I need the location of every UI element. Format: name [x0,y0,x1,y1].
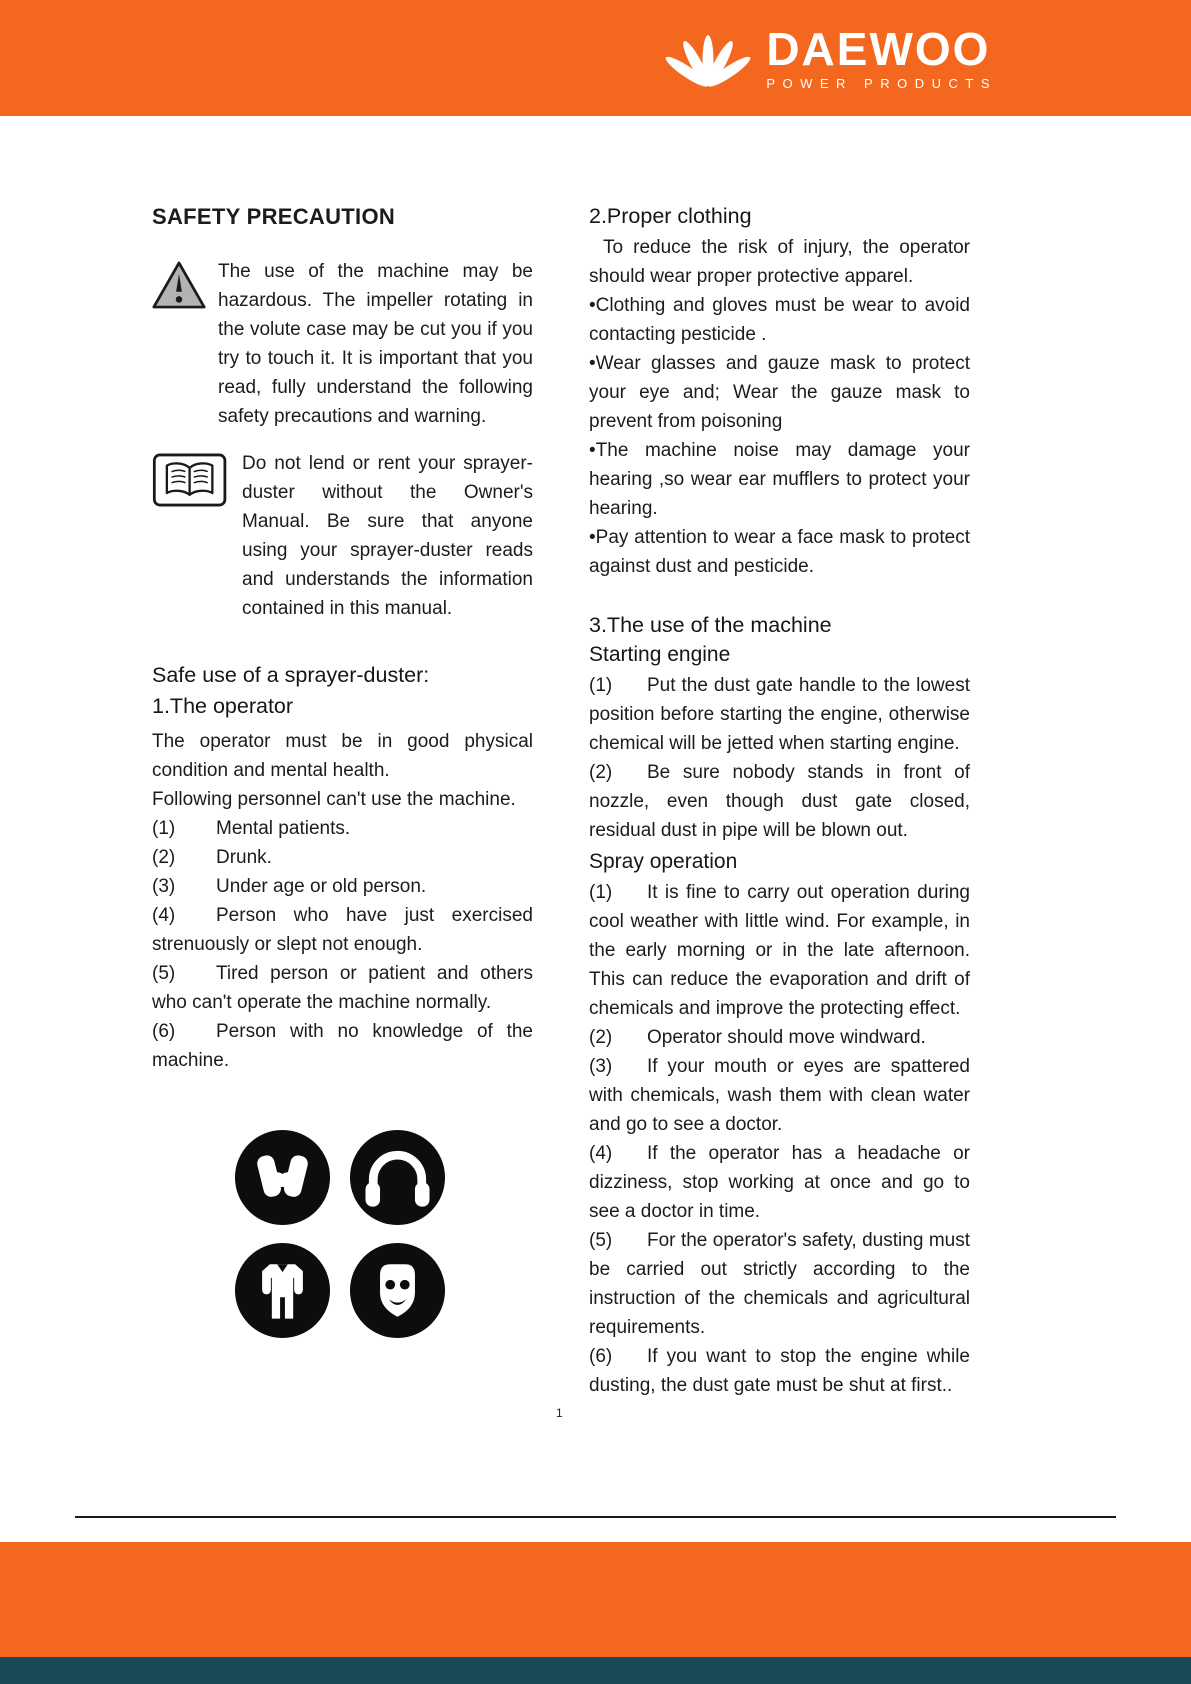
spray-operation-heading: Spray operation [589,850,738,873]
item-number: (1) [589,882,613,903]
ear-protection-icon [349,1129,446,1226]
item-text: Operator should move windward. [647,1027,926,1048]
list-item [589,1342,970,1400]
section-title: SAFETY PRECAUTION [152,204,396,229]
list-item [152,872,533,901]
bottom-accent-bar [0,1657,1191,1684]
list-item [152,1017,533,1075]
brand-logo [664,23,997,91]
item-number: (2) [589,1027,613,1048]
item-text: Tired person or patient and others who can't operate the machine normally. [152,963,533,1013]
item-text: Under age or old person. [216,876,427,897]
safe-use-heading: Safe use of a sprayer-duster: [152,663,430,687]
item-text: Person who have just exercised strenuously or slept not enough. [152,905,533,955]
item-text: Mental patients. [216,818,351,839]
list-item [589,1139,970,1226]
list-item [152,901,533,959]
face-mask-icon [349,1242,446,1339]
protective-suit-icon [234,1242,331,1339]
manual-block [152,449,533,623]
item-number: (1) [152,818,176,839]
operator-heading: 1.The operator [152,694,294,718]
item-text: Be sure nobody stands in front of nozzle, even though dust gate closed, residual dust in pipe will be blown out. [589,762,970,841]
clothing-intro: To reduce the risk of injury, the operator should wear proper protective apparel. [589,237,970,287]
manual-text: Do not lend or rent your sprayer-duster without the Owner's Manual. Be sure that anyone using your sprayer-duster reads and understands the information contained in this manual. [242,453,533,619]
list-item [589,1052,970,1139]
operator-paragraph: Following personnel can't use the machine. [152,789,516,810]
list-item [589,758,970,845]
warning-triangle-icon [152,257,206,309]
footer-rule [75,1516,1116,1518]
item-text: For the operator's safety, dusting must be carried out strictly according to the instruction of the chemicals and agricultural requirements. [589,1230,970,1338]
gloves-icon [234,1129,331,1226]
warning-text: The use of the machine may be hazardous. The impeller rotating in the volute case may be cut you if you try to touch it. It is important that you read, fully understand the following safety precautions and warning. [218,261,533,427]
list-item [152,843,533,872]
item-text: Person with no knowledge of the machine. [152,1021,533,1071]
item-number: (3) [152,876,176,897]
page-number: 1 [556,1406,563,1420]
item-text: It is fine to carry out operation during cool weather with little wind. For example, in the early morning or in the late afternoon. This can reduce the evaporation and drift of chemicals and improve the protecting effect. [589,882,970,1019]
item-number: (4) [589,1143,613,1164]
clothing-bullet: •Pay attention to wear a face mask to protect against dust and pesticide. [589,527,970,577]
list-item [152,814,533,843]
header-bar [0,0,1191,116]
clothing-heading: 2.Proper clothing [589,204,752,228]
list-item [589,878,970,1023]
list-item [589,1226,970,1342]
item-number: (1) [589,675,613,696]
item-text: If your mouth or eyes are spattered with chemicals, wash them with clean water and go to see a doctor. [589,1056,970,1135]
item-text: If the operator has a headache or dizziness, stop working at once and go to see a doctor in time. [589,1143,970,1222]
brand-tagline: POWER PRODUCTS [766,76,997,91]
machine-heading: 3.The use of the machine [589,613,832,637]
clothing-bullet: •The machine noise may damage your hearing ,so wear ear mufflers to protect your hearing. [589,440,970,519]
list-item [589,671,970,758]
daewoo-fan-icon [664,26,752,90]
item-number: (2) [152,847,176,868]
clothing-bullet: •Clothing and gloves must be wear to avoid contacting pesticide . [589,295,970,345]
starting-engine-heading: Starting engine [589,643,731,666]
owners-manual-icon [152,449,230,509]
item-number: (6) [152,1021,176,1042]
item-number: (5) [589,1230,613,1251]
item-text: If you want to stop the engine while dusting, the dust gate must be shut at first.. [589,1346,970,1396]
safety-icons-grid [234,1129,446,1339]
item-number: (6) [589,1346,613,1367]
operator-paragraph: The operator must be in good physical condition and mental health. [152,731,533,781]
left-column [152,202,533,1400]
list-item [152,959,533,1017]
clothing-bullet: •Wear glasses and gauze mask to protect your eye and; Wear the gauze mask to prevent from poisoning [589,353,970,432]
list-item [589,1023,970,1052]
item-number: (2) [589,762,613,783]
item-text: Drunk. [216,847,272,868]
brand-text-block [766,23,997,91]
item-number: (5) [152,963,176,984]
brand-name: DAEWOO [766,23,991,75]
warning-block [152,257,533,431]
page-content [152,116,970,1400]
item-text: Put the dust gate handle to the lowest position before starting the engine, otherwise chemical will be jetted when starting engine. [589,675,970,754]
right-column [589,202,970,1400]
item-number: (3) [589,1056,613,1077]
item-number: (4) [152,905,176,926]
